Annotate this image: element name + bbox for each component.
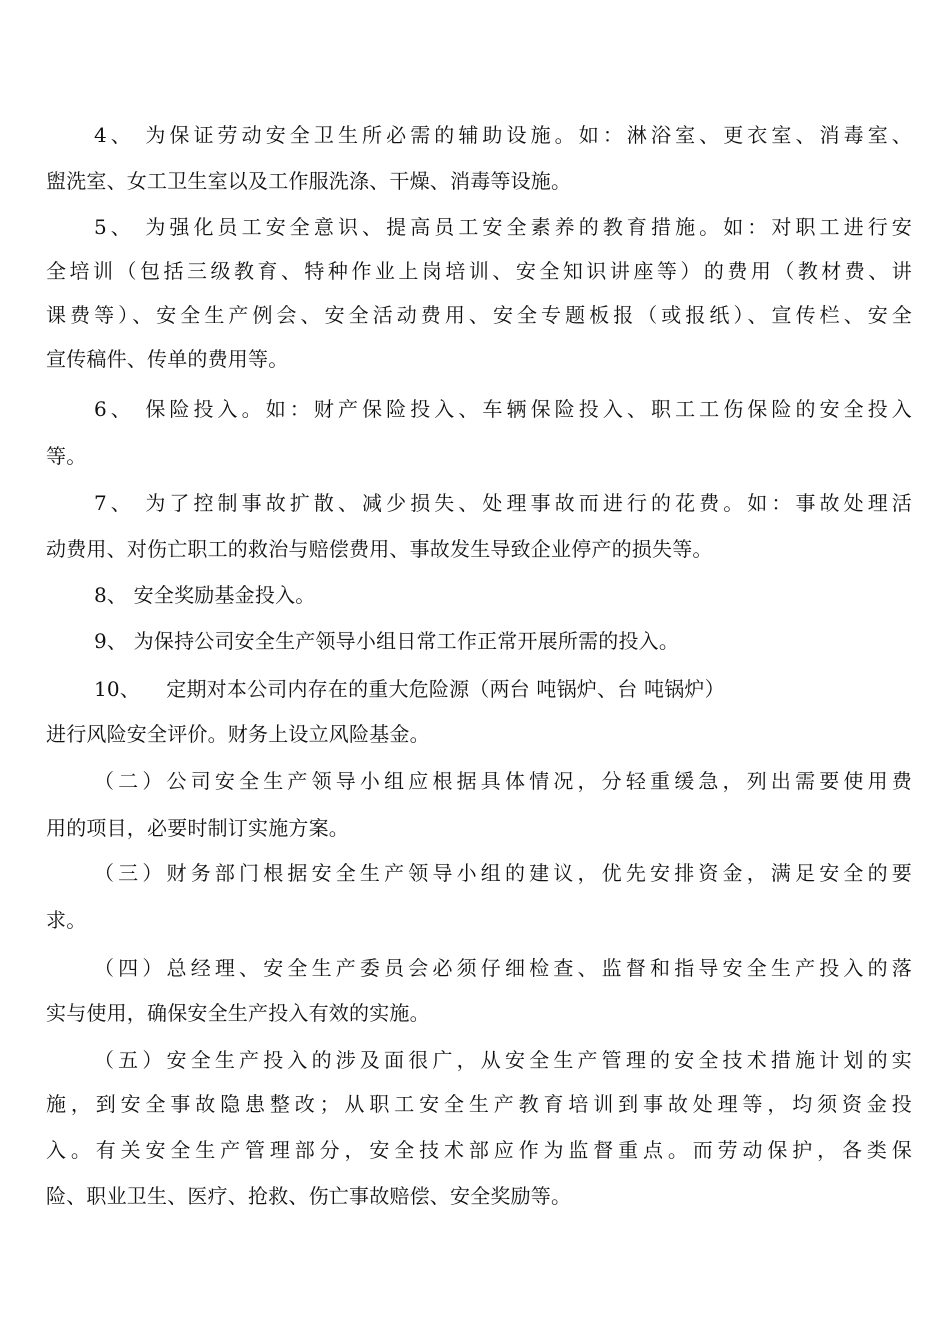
text-line: 宣传稿件、传单的费用等。 [46, 347, 289, 371]
text-line: 实与使用，确保安全生产投入有效的实施。 [46, 1001, 430, 1025]
text-line: 险、职业卫生、医疗、抢救、伤亡事故赔偿、安全奖励等。 [46, 1184, 572, 1208]
text-line: 等。 [46, 444, 87, 468]
text-line: （四）总经理、安全生产委员会必须仔细检查、监督和指导安全生产投入的落 [94, 956, 912, 980]
text-line: 7、 为了控制事故扩散、减少损失、处理事故而进行的花费。如：事故处理活 [94, 491, 912, 515]
text-line: 5、 为强化员工安全意识、提高员工安全素养的教育措施。如：对职工进行安 [94, 215, 912, 239]
text-line: （三）财务部门根据安全生产领导小组的建议，优先安排资金，满足安全的要 [94, 861, 912, 885]
text-line: 施，到安全事故隐患整改；从职工安全生产教育培训到事故处理等，均须资金投 [46, 1092, 912, 1116]
text-line: （二）公司安全生产领导小组应根据具体情况，分轻重缓急，列出需要使用费 [94, 769, 912, 793]
text-line: （五）安全生产投入的涉及面很广，从安全生产管理的安全技术措施计划的实 [94, 1048, 912, 1072]
text-line: 9、 为保持公司安全生产领导小组日常工作正常开展所需的投入。 [94, 629, 680, 653]
text-line: 用的项目，必要时制订实施方案。 [46, 816, 349, 840]
text-line: 4、 为保证劳动安全卫生所必需的辅助设施。如：淋浴室、更衣室、消毒室、 [94, 123, 912, 147]
text-line: 求。 [46, 908, 87, 932]
text-line: 动费用、对伤亡职工的救治与赔偿费用、事故发生导致企业停产的损失等。 [46, 537, 713, 561]
text-line: 入。有关安全生产管理部分，安全技术部应作为监督重点。而劳动保护，各类保 [46, 1138, 912, 1162]
text-line: 课费等）、安全生产例会、安全活动费用、安全专题板报（或报纸）、宣传栏、安全 [46, 303, 912, 327]
text-line: 全培训（包括三级教育、特种作业上岗培训、安全知识讲座等）的费用（教材费、讲 [46, 259, 912, 283]
text-line: 10、 定期对本公司内存在的重大危险源（两台 吨锅炉、台 吨锅炉） [94, 677, 725, 701]
text-line: 6、 保险投入。如：财产保险投入、车辆保险投入、职工工伤保险的安全投入 [94, 397, 912, 421]
text-line: 8、 安全奖励基金投入。 [94, 583, 316, 607]
text-line: 盥洗室、女工卫生室以及工作服洗涤、干燥、消毒等设施。 [46, 169, 572, 193]
text-line: 进行风险安全评价。财务上设立风险基金。 [46, 722, 430, 746]
